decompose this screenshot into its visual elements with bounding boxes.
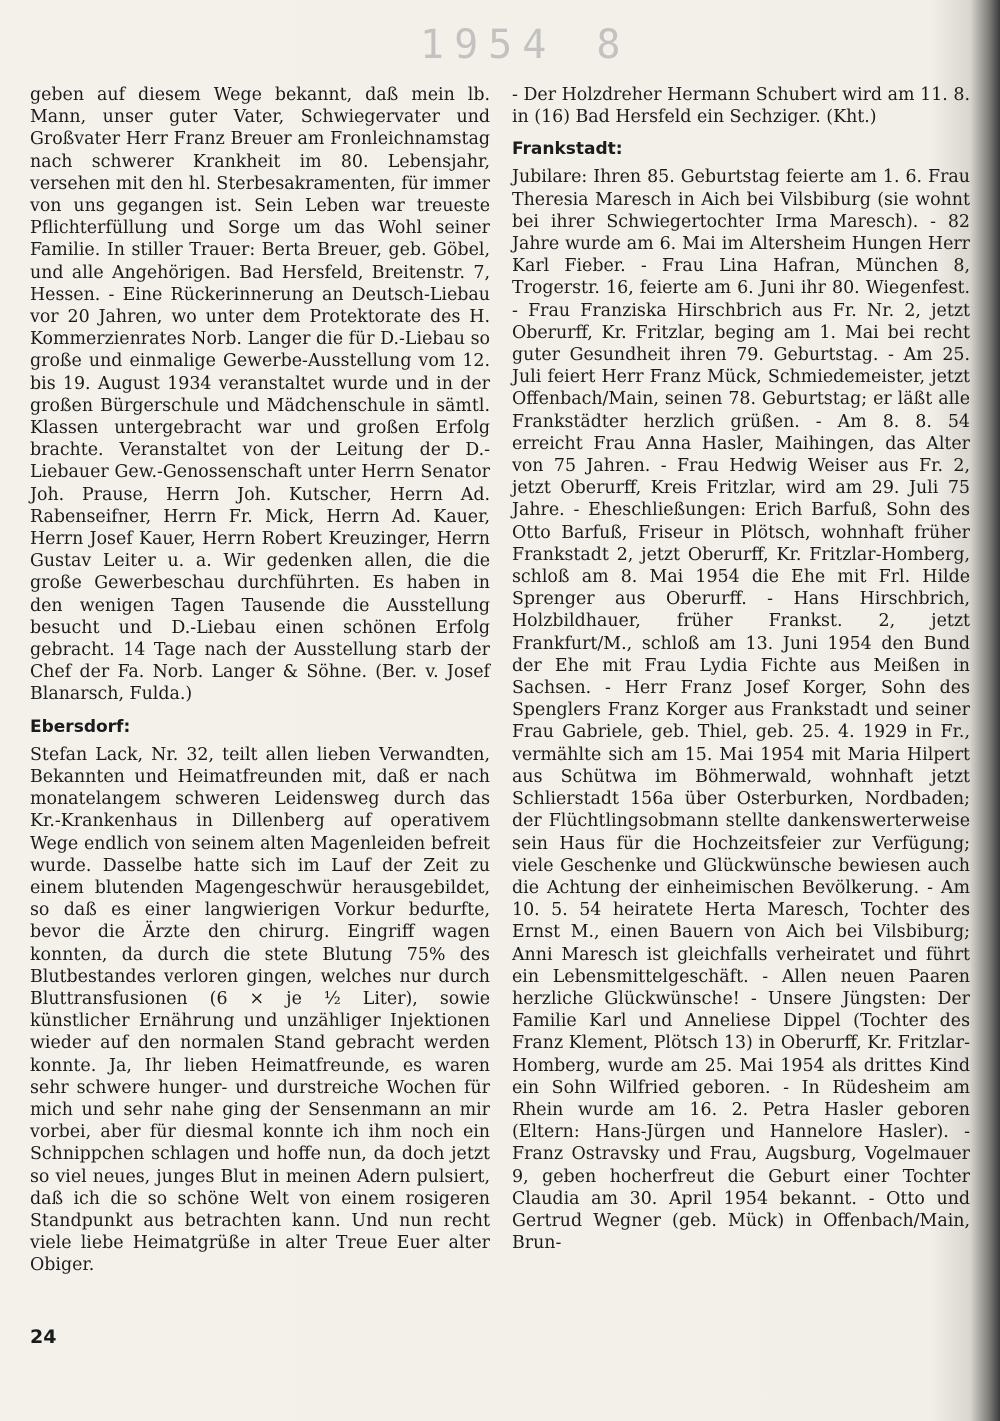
stamp-year: 1954: [420, 22, 557, 68]
left-intro-paragraph: geben auf diesem Wege bekannt, daß mein lb. Mann, unser guter Vater, Schwiegervater und Großvater Herr Franz Breuer am Fronleichnamstag nach schwerer Krankheit im 80. Lebensjahr, versehen mit den hl. Sterbesakramenten, für immer von uns gegangen ist. Sein Leben war treueste Pflichterfüllung und Sorge um das Wohl seiner Familie. In stiller Trauer: Berta Breuer, geb. Göbel, und alle Angehörigen. Bad Hersfeld, Breitenstr. 7, Hessen. - Eine Rückerinnerung an Deutsch-Liebau vor 20 Jahren, wo unter dem Protektorate des H. Kommerzienrates Norb. Langer die für D.-Liebau so große und einmalige Gewerbe-Ausstellung vom 12. bis 19. August 1934 veranstaltet wurde und in der großen Bürgerschule und Mädchenschule in sämtl. Klassen untergebracht war und großen Erfolg brachte. Veranstaltet von der Leitung der D.-Liebauer Gew.-Genossenschaft unter Herrn Senator Joh. Prause, Herrn Joh. Kutscher, Herrn Ad. Rabenseifner, Herrn Fr. Mick, Herrn Ad. Kauer, Herrn Josef Kauer, Herrn Robert Kreuzinger, Herrn Gustav Leiter u. a. Wir gedenken allen, die die große Gewerbeschau durchführten. Es haben in den wenigen Tagen Tausende die Ausstellung besucht und D.-Liebau einen schönen Erfolg gebracht. 14 Tage nach der Ausstellung starb der Chef der Fa. Norb. Langer & Söhne. (Ber. v. Josef Blanarsch, Fulda.): [30, 85, 490, 705]
left-column: [30, 84, 490, 1277]
right-column: [512, 84, 970, 1254]
heading-ebersdorf: Ebersdorf:: [30, 716, 131, 737]
right-intro-paragraph: - Der Holzdreher Hermann Schubert wird am 11. 8. in (16) Bad Hersfeld ein Sechziger. (Kht.): [512, 85, 970, 128]
page-number: 24: [30, 1326, 57, 1348]
ebersdorf-paragraph: Stefan Lack, Nr. 32, teilt allen lieben Verwandten, Bekannten und Heimatfreunden mit, daß er nach monatelangem schweren Leidensweg durch das Kr.-Krankenhaus in Dillenberg auf operativem Wege endlich von seinem alten Magenleiden befreit wurde. Dasselbe hatte sich im Lauf der Zeit zu einem blutenden Magengeschwür herausgebildet, so daß es einer langwierigen Vorkur bedurfte, bevor die Ärzte den chirurg. Eingriff wagen konnten, da durch die stete Blutung 75% des Blutbestandes verloren gingen, welches nur durch Bluttransfusionen (6 × je ½ Liter), sowie künstlicher Ernährung und unzähliger Injektionen wieder auf den normalen Stand gebracht werden konnte. Ja, Ihr lieben Heimatfreunde, es waren sehr schwere hunger- und durstreiche Wochen für mich und sehr nahe ging der Sensenmann an mir vorbei, aber für diesmal konnte ich ihm noch ein Schnippchen schlagen und hoffe nun, da doch jetzt so viel neues, junges Blut in meinen Adern pulsiert, daß ich die so schöne Welt von einem rosigeren Standpunkt aus betrachten kann. Und nun recht viele liebe Heimatgrüße in alter Treue Euer alter Obiger.: [30, 744, 490, 1276]
heading-frankstadt: Frankstadt:: [512, 139, 623, 160]
stamp-number: 8: [596, 22, 631, 68]
archive-stamp: [420, 22, 630, 68]
frankstadt-paragraph: Jubilare: Ihren 85. Geburtstag feierte am 1. 6. Frau Theresia Maresch in Aich bei Vilsbiburg (sie wohnt bei ihrer Schwiegertochter Irma Maresch). - 82 Jahre wurde am 6. Mai im Altersheim Hungen Herr Karl Fieber. - Frau Lina Hafran, München 8, Trogerstr. 16, feierte am 6. Juni ihr 80. Wiegenfest. - Frau Franziska Hirschbrich aus Fr. Nr. 2, jetzt Oberurff, Kr. Fritzlar, beging am 1. Mai bei recht guter Gesundheit ihren 79. Geburtstag. - Am 25. Juli feiert Herr Franz Mück, Schmiedemeister, jetzt Offenbach/Main, seinen 78. Geburtstag; er läßt alle Frankstädter herzlich grüßen. - Am 8. 8. 54 erreicht Frau Anna Hasler, Maihingen, das Alter von 75 Jahren. - Frau Hedwig Weiser aus Fr. 2, jetzt Oberurff, Kreis Fritzlar, wird am 29. Juli 75 Jahre. - Eheschließungen: Erich Barfuß, Sohn des Otto Barfuß, Friseur in Plötsch, wohnhaft früher Frankstadt 2, jetzt Oberurff, Kr. Fritzlar-Homberg, schloß am 8. Mai 1954 die Ehe mit Frl. Hilde Sprenger aus Oberurff. - Hans Hirschbrich, Holzbildhauer, früher Frankst. 2, jetzt Frankfurt/M., schloß am 13. Juni 1954 den Bund der Ehe mit Frau Lydia Fichte aus Meißen in Sachsen. - Herr Franz Josef Korger, Sohn des Spenglers Franz Korger aus Frankstadt und seiner Frau Gabriele, geb. Thiel, geb. 25. 4. 1929 in Fr., vermählte sich am 15. Mai 1954 mit Maria Hilpert aus Schütwa im Böhmerwald, wohnhaft jetzt Schlierstadt 156a über Osterburken, Nordbaden; der Flüchtlingsobmann stellte dankenswerterweise sein Haus für die Hochzeitsfeier zur Verfügung; viele Geschenke und Glückwünsche bewiesen auch die Achtung der einheimischen Bevölkerung. - Am 10. 5. 54 heiratete Herta Maresch, Tochter des Ernst M., einen Bauern von Aich bei Vilsbiburg; Anni Maresch ist gleichfalls verheiratet und führt ein Lebensmittelgeschäft. - Allen neuen Paaren herzliche Glückwünsche! - Unsere Jüngsten: Der Familie Karl und Anneliese Dippel (Tochter des Franz Klement, Plötsch 13) in Oberurff, Kr. Fritzlar-Homberg, wurde am 25. Mai 1954 als drittes Kind ein Sohn Wilfried geboren. - In Rüdesheim am Rhein wurde am 16. 2. Petra Hasler geboren (Eltern: Hans-Jürgen und Hannelore Hasler). - Franz Ostravsky und Frau, Augsburg, Vogelmauer 9, geben hocherfreut die Geburt einer Tochter Claudia am 30. April 1954 bekannt. - Otto und Gertrud Wegner (geb. Mück) in Offenbach/Main, Brun-: [512, 167, 970, 1254]
